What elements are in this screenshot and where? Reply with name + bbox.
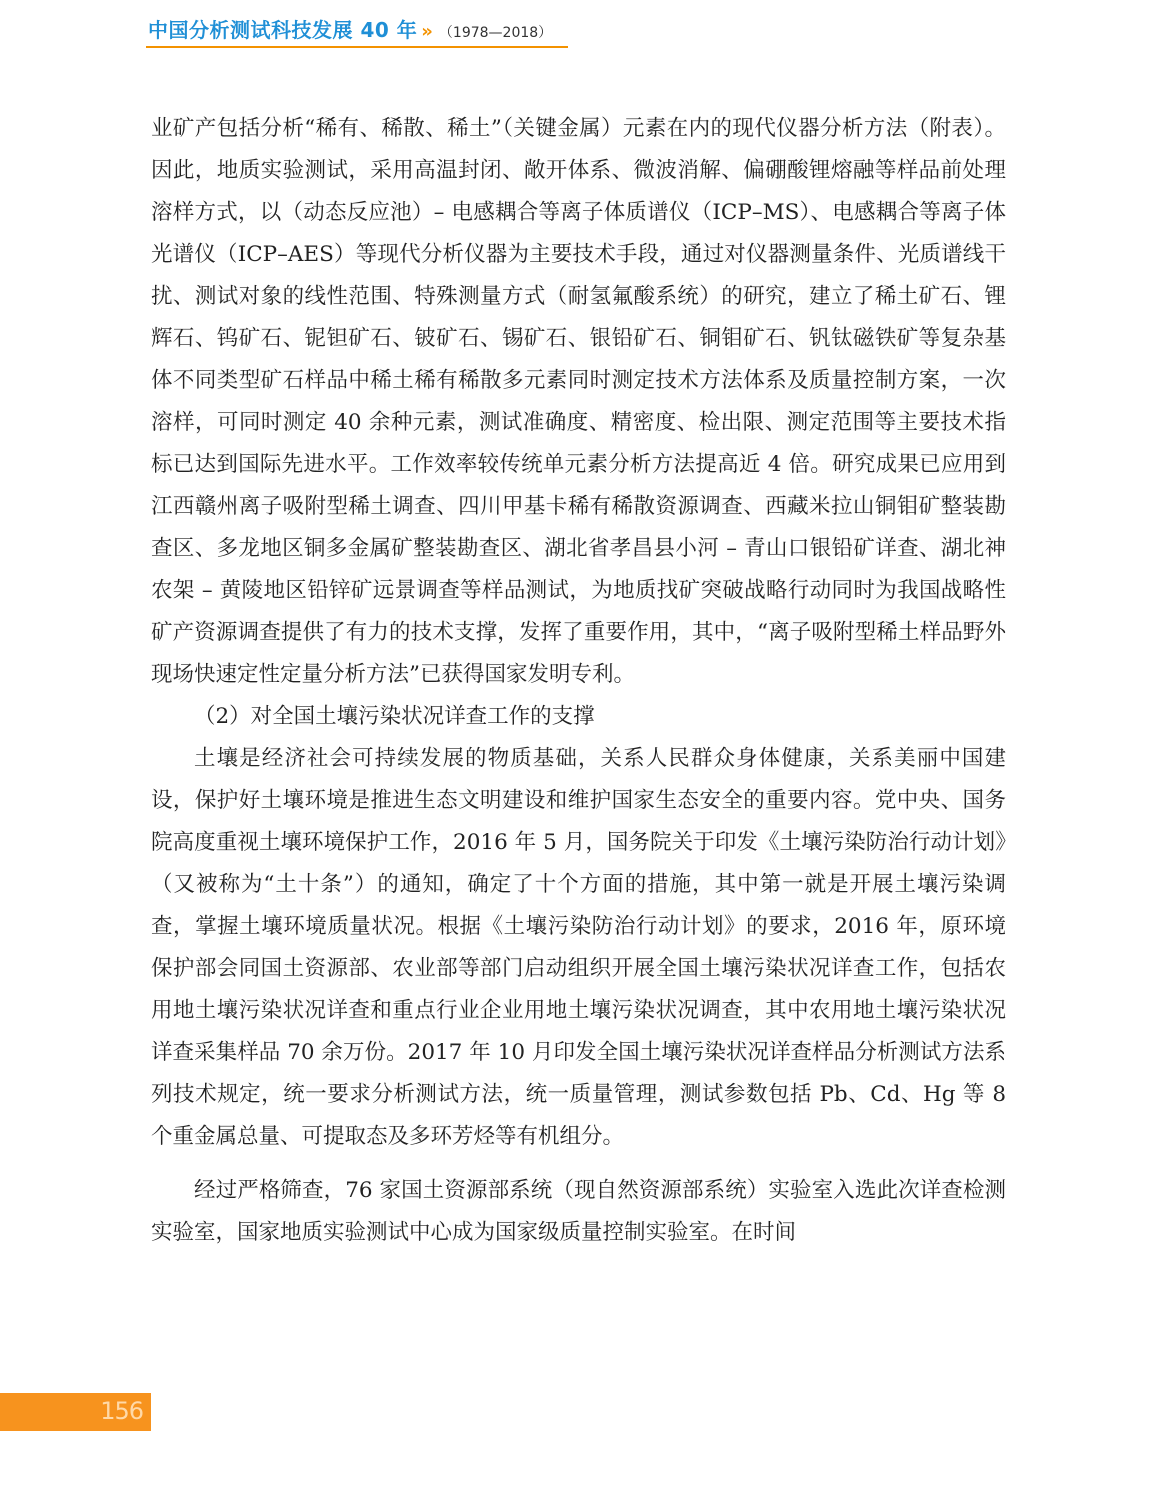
paragraph-3: 经过严格筛查，76 家国土资源部系统（现自然资源部系统）实验室入选此次详查检测实验室，国家地质实验测试中心成为国家级质量控制实验室。在时间	[151, 1178, 1006, 1245]
paragraph-2: 土壤是经济社会可持续发展的物质基础，关系人民群众身体健康，关系美丽中国建设，保护好土壤环境是推进生态文明建设和维护国家生态安全的重要内容。党中央、国务院高度重视土壤环境保护工作，2016 年 5 月，国务院关于印发《土壤污染防治行动计划》（又被称为“土十条”）的通知，确定了十个方面的措施，其中第一就是开展土壤污染调查，掌握土壤环境质量状况。根据《土壤污染防治行动计划》的要求，2016 年，原环境保护部会同国土资源部、农业部等部门启动组织开展全国土壤污染状况详查工作，包括农用地土壤污染状况详查和重点行业企业用地土壤污染状况调查，其中农用地土壤污染状况详查采集样品 70 余万份。2017 年 10 月印发全国土壤污染状况详查样品分析测试方法系列技术规定，统一要求分析测试方法，统一质量管理，测试参数包括 Pb、Cd、Hg 等 8 个重金属总量、可提取态及多环芳烃等有机组分。	[151, 746, 1006, 1149]
page-number: 156	[100, 1397, 143, 1425]
book-years: （1978—2018）	[438, 25, 553, 41]
main-text	[151, 108, 1006, 1254]
paragraph-1: 业矿产包括分析“稀有、稀散、稀土”（关键金属）元素在内的现代仪器分析方法（附表）。因此，地质实验测试，采用高温封闭、敞开体系、微波消解、偏硼酸锂熔融等样品前处理溶样方式，以（动态反应池）– 电感耦合等离子体质谱仪（ICP–MS）、电感耦合等离子体光谱仪（ICP–AES）等现代分析仪器为主要技术手段，通过对仪器测量条件、光质谱线干扰、测试对象的线性范围、特殊测量方式（耐氢氟酸系统）的研究，建立了稀土矿石、锂辉石、钨矿石、铌钽矿石、铍矿石、锡矿石、银铅矿石、铜钼矿石、钒钛磁铁矿等复杂基体不同类型矿石样品中稀土稀有稀散多元素同时测定技术方法体系及质量控制方案，一次溶样，可同时测定 40 余种元素，测试准确度、精密度、检出限、测定范围等主要技术指标已达到国际先进水平。工作效率较传统单元素分析方法提高近 4 倍。研究成果已应用到江西赣州离子吸附型稀土调查、四川甲基卡稀有稀散资源调查、西藏米拉山铜钼矿整装勘查区、多龙地区铜多金属矿整装勘查区、湖北省孝昌县小河 – 青山口银铅矿详查、湖北神农架 – 黄陵地区铅锌矿远景调查等样品测试，为地质找矿突破战略行动同时为我国战略性矿产资源调查提供了有力的技术支撑，发挥了重要作用，其中，“离子吸附型稀土样品野外现场快速定性定量分析方法”已获得国家发明专利。	[151, 116, 1006, 687]
book-title: 中国分析测试科技发展 40 年	[148, 18, 418, 42]
section-heading: （2）对全国土壤污染状况详查工作的支撑	[194, 704, 595, 729]
double-chevron-icon: »	[421, 21, 433, 42]
page-number-tab	[0, 1393, 151, 1431]
running-header	[148, 14, 552, 44]
header-divider	[146, 46, 568, 48]
